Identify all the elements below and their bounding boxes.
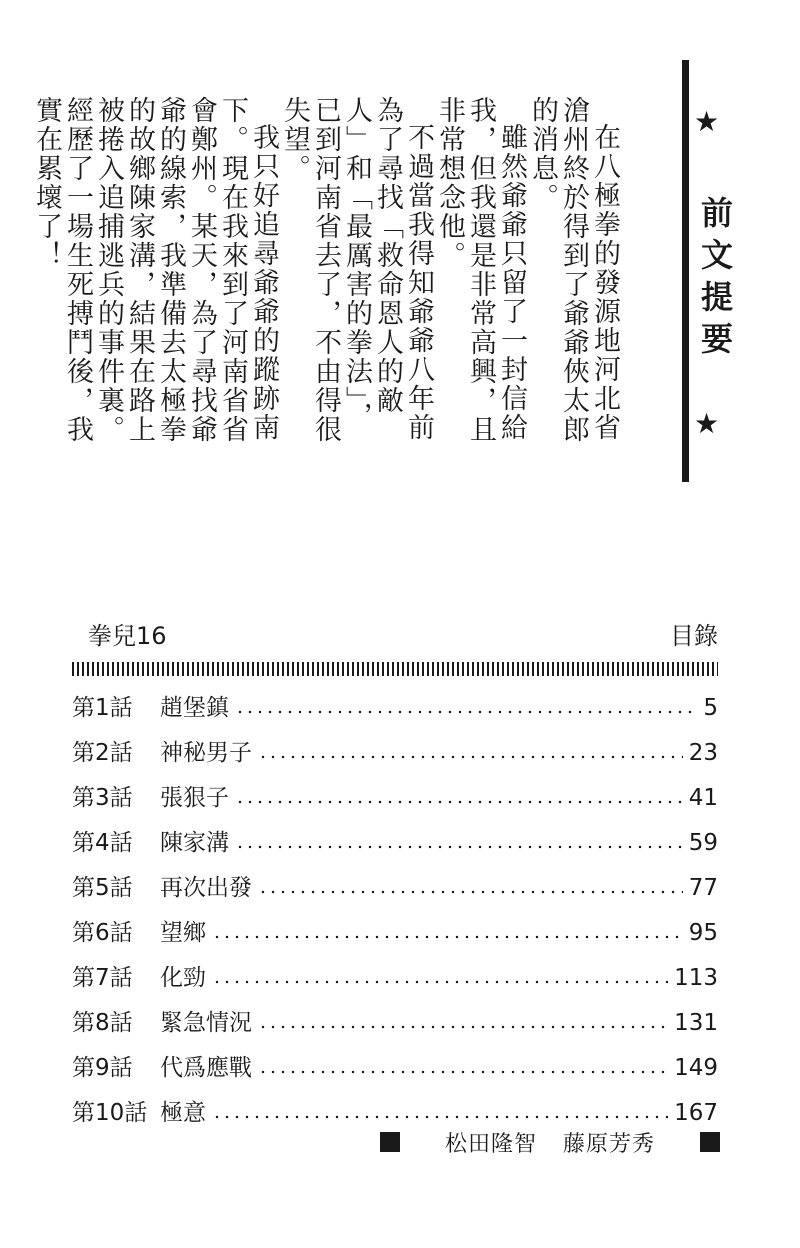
chapter-page: 95 (688, 920, 718, 946)
toc-row[interactable] (72, 1046, 718, 1091)
recap-title: 前文提要 (696, 196, 734, 364)
toc-row[interactable] (72, 956, 718, 1001)
toc-row[interactable] (72, 821, 718, 866)
chapter-title: 再次出發 (160, 875, 252, 901)
toc-row[interactable] (72, 776, 718, 821)
chapter-page: 149 (674, 1055, 718, 1081)
author-artist: 藤原芳秀 (563, 1131, 656, 1157)
chapter-page: 59 (688, 830, 718, 856)
square-bullet-icon (380, 1132, 400, 1152)
chapter-title: 趙堡鎮 (160, 695, 229, 721)
chapter-number: 第4話 (72, 830, 133, 856)
chapter-number: 第10話 (72, 1100, 148, 1126)
leader-dots (212, 935, 683, 939)
chapter-number: 第6話 (72, 920, 133, 946)
leader-dots (258, 1070, 668, 1074)
leader-dots (258, 890, 683, 894)
recap-text (31, 96, 620, 456)
leader-dots (212, 1115, 668, 1119)
recap-paragraph: 雖然爺爺只留了一封信給我，但我還是非常高興，且非常想念他。 (434, 96, 527, 444)
toc-header (88, 616, 718, 656)
leader-dots (235, 800, 683, 804)
volume-title: 拳兒16 (88, 622, 167, 650)
leader-dots (258, 1025, 668, 1029)
recap-paragraph: 我只好追尋爺爺的蹤跡南下。現在我來到了河南省省會鄭州。某天，為了尋找爺爺的線索，我準備去太極拳的故鄉陳家溝，結果在路上被捲入追捕逃兵的事件裏。經歷了一場生死搏鬥後，我實在累壞了！ (31, 96, 279, 444)
toc-row[interactable] (72, 686, 718, 731)
author-names (400, 1127, 700, 1158)
toc-label: 目錄 (670, 622, 718, 650)
toc-row[interactable] (72, 866, 718, 911)
credits (380, 1124, 720, 1160)
toc-row[interactable] (72, 731, 718, 776)
chapter-number: 第9話 (72, 1055, 133, 1081)
chapter-title: 陳家溝 (160, 830, 229, 856)
chapter-page: 41 (688, 785, 718, 811)
leader-dots (235, 710, 697, 714)
toc-row[interactable] (72, 1001, 718, 1046)
chapter-page: 167 (674, 1100, 718, 1126)
chapter-title: 神秘男子 (160, 740, 252, 766)
chapter-number: 第2話 (72, 740, 133, 766)
recap-paragraph: 不過當我得知爺爺八年前為了尋找「救命恩人的敵人」和「最厲害的拳法」，已到河南省去了，不由得很失望。 (279, 96, 434, 444)
chapter-title: 張狠子 (160, 785, 229, 811)
chapter-title: 代爲應戰 (160, 1055, 252, 1081)
chapter-page: 113 (674, 965, 718, 991)
chapter-title: 望鄉 (160, 920, 206, 946)
chapter-number: 第7話 (72, 965, 133, 991)
recap-paragraph: 在八極拳的發源地河北省滄州終於得到了爺爺俠太郎的消息。 (527, 96, 620, 444)
leader-dots (235, 845, 683, 849)
hatch-divider (72, 662, 718, 676)
leader-dots (258, 755, 683, 759)
author-writer: 松田隆智 (444, 1131, 537, 1157)
star-icon-bottom: ★ (694, 407, 720, 440)
chapter-number: 第3話 (72, 785, 133, 811)
chapter-page: 23 (688, 740, 718, 766)
square-bullet-icon (700, 1132, 720, 1152)
chapter-page: 131 (674, 1010, 718, 1036)
chapter-page: 5 (703, 695, 718, 721)
star-icon-top: ★ (694, 105, 720, 138)
toc-row[interactable] (72, 911, 718, 956)
recap-divider-bar (682, 60, 689, 482)
leader-dots (212, 980, 668, 984)
chapter-title: 緊急情況 (160, 1010, 252, 1036)
chapter-page: 77 (688, 875, 718, 901)
chapter-title: 化勁 (160, 965, 206, 991)
chapter-number: 第8話 (72, 1010, 133, 1036)
chapter-number: 第5話 (72, 875, 133, 901)
chapter-number: 第1話 (72, 695, 133, 721)
toc-list (72, 686, 718, 1136)
chapter-title: 極意 (160, 1100, 206, 1126)
